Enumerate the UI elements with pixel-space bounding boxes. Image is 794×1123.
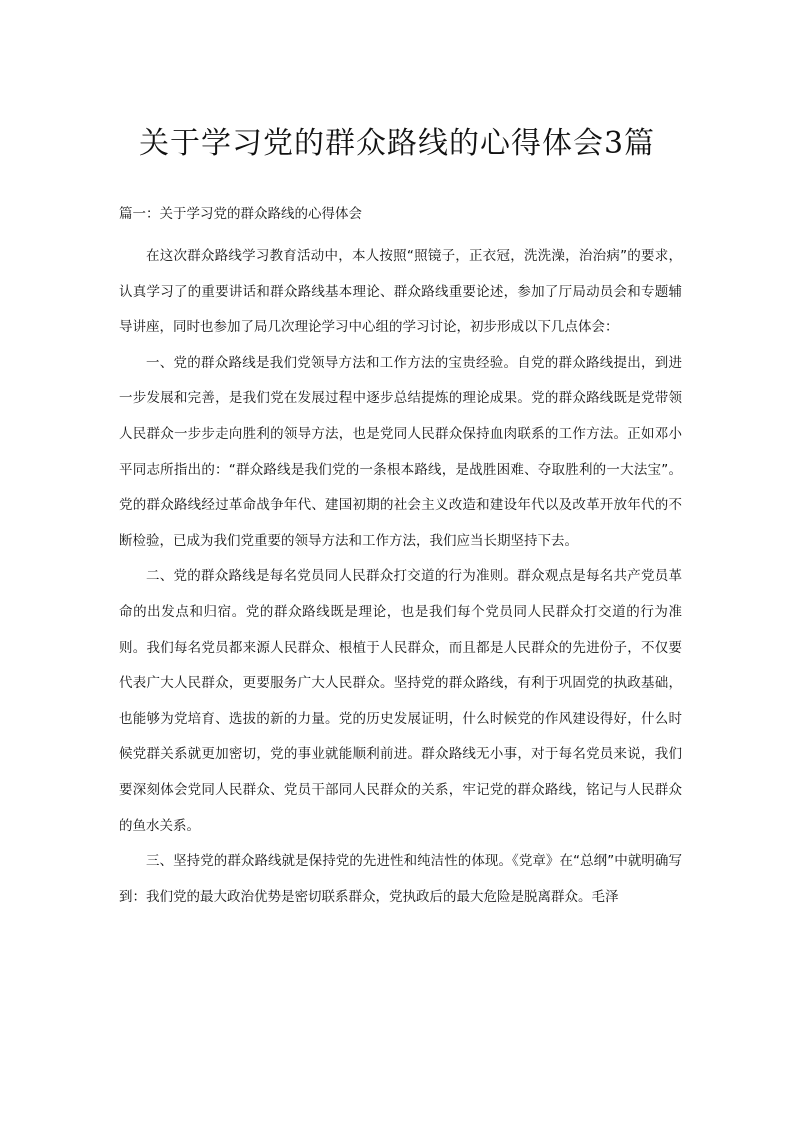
document-body	[119, 239, 682, 915]
paragraph-point-one: 一、党的群众路线是我们党领导方法和工作方法的宝贵经验。自党的群众路线提出，到进一步发展和完善，是我们党在发展过程中逐步总结提炼的理论成果。党的群众路线既是党带领人民群众一步步走向胜利的领导方法，也是党同人民群众保持血肉联系的工作方法。正如邓小平同志所指出的：“群众路线是我们党的一条根本路线，是战胜困难、夺取胜利的一大法宝”。党的群众路线经过革命战争年代、建国初期的社会主义改造和建设年代以及改革开放年代的不断检验，已成为我们党重要的领导方法和工作方法，我们应当长期坚持下去。	[119, 354, 682, 549]
paragraph-point-two: 二、党的群众路线是每名党员同人民群众打交道的行为准则。群众观点是每名共产党员革命的出发点和归宿。党的群众路线既是理论，也是我们每个党员同人民群众打交道的行为准则。我们每名党员都来源人民群众、根植于人民群众，而且都是人民群众的先进份子，不仅要代表广大人民群众，更要服务广大人民群众。坚持党的群众路线，有利于巩固党的执政基础，也能够为党培育、选拔的新的力量。党的历史发展证明，什么时候党的作风建设得好，什么时候党群关系就更加密切，党的事业就能顺利前进。群众路线无小事，对于每名党员来说，我们要深刻体会党同人民群众、党员干部同人民群众的关系，牢记党的群众路线，铭记与人民群众的鱼水关系。	[119, 568, 682, 834]
document-title: 关于学习党的群众路线的心得体会3篇	[138, 126, 656, 161]
section-heading: 篇一：关于学习党的群众路线的心得体会	[119, 206, 362, 222]
paragraph-intro: 在这次群众路线学习教育活动中，本人按照“照镜子，正衣冠，洗洗澡，治治病”的要求，认真学习了的重要讲话和群众路线基本理论、群众路线重要论述，参加了厅局动员会和专题辅导讲座，同时也参加了局几次理论学习中心组的学习讨论，初步形成以下几点体会：	[119, 248, 682, 336]
paragraph-point-three: 三、坚持党的群众路线就是保持党的先进性和纯洁性的体现。《党章》在“总纲”中就明确写到：我们党的最大政治优势是密切联系群众，党执政后的最大危险是脱离群众。毛泽	[119, 853, 682, 905]
